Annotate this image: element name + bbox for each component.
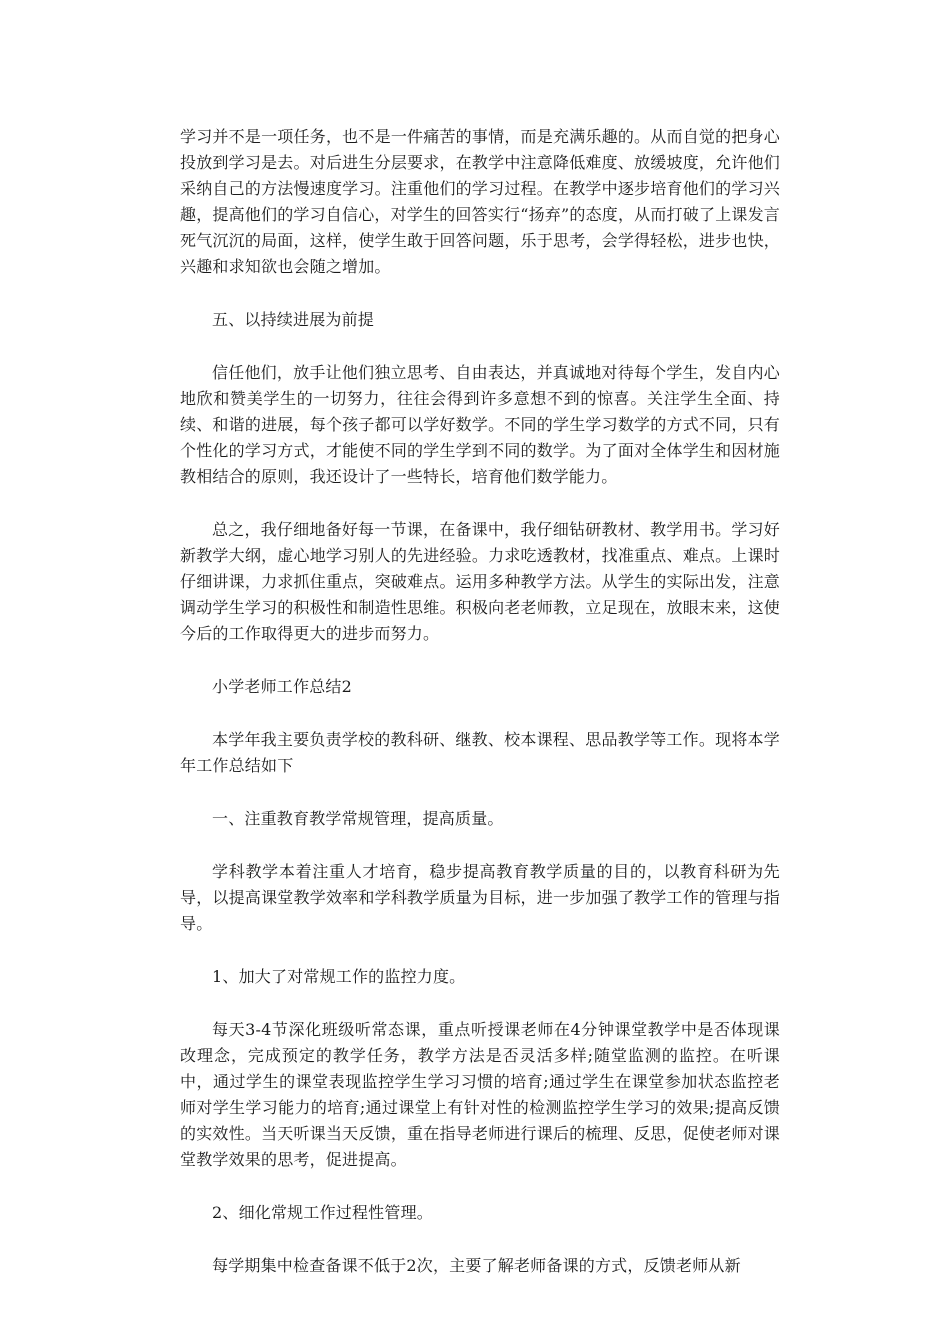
section-heading-five: 五、以持续进展为前提 (212, 310, 375, 329)
section-heading-one: 一、注重教育教学常规管理，提高质量。 (212, 809, 504, 828)
paragraph-daily-observation: 每天3-4节深化班级听常态课，重点听授课老师在4分钟课堂教学中是否体现课改理念，完成预定的教学任务，教学方法是否灵活多样;随堂监测的监控。在听课中，通过学生的课堂表现监控学生学习习惯的培育;通过学生在课堂参加状态监控老师对学生学习能力的培育;通过课堂上有针对性的检测监控学生学习的效果;提高反馈的实效性。当天听课当天反馈，重在指导老师进行课后的梳理、反思，促使老师对课堂教学效果的思考，促进提高。 (180, 1020, 780, 1169)
paragraph-summary: 总之，我仔细地备好每一节课，在备课中，我仔细钻研教材、教学用书。学习好新教学大纲，虚心地学习别人的先进经验。力求吃透教材，找准重点、难点。上课时仔细讲课，力求抓住重点，突破难点。运用多种教学方法。从学生的实际出发，注意调动学生学习的积极性和制造性思维。积极向老老师教，立足现在，放眼末来，这使今后的工作取得更大的进步而努力。 (180, 520, 780, 643)
subsection-heading-1: 1、加大了对常规工作的监控力度。 (212, 967, 466, 986)
document-subtitle: 小学老师工作总结2 (212, 677, 352, 696)
paragraph-lesson-check: 每学期集中检查备课不低于2次，主要了解老师备课的方式，反馈老师从新 (212, 1256, 741, 1275)
paragraph-learning-attitude: 学习并不是一项任务，也不是一件痛苦的事情，而是充满乐趣的。从而自觉的把身心投放到学习是去。对后进生分层要求，在教学中注意降低难度、放缓坡度，允许他们采纳自己的方法慢速度学习。注重他们的学习过程。在教学中逐步培育他们的学习兴趣，提高他们的学习自信心，对学生的回答实行“扬弃”的态度，从而打破了上课发言死气沉沉的局面，这样，使学生敢于回答问题，乐于思考，会学得轻松，进步也快，兴趣和求知欲也会随之增加。 (180, 127, 780, 276)
document-page (180, 124, 780, 1306)
paragraph-teaching-goal: 学科教学本着注重人才培育，稳步提高教育教学质量的目的，以教育科研为先导，以提高课堂教学效率和学科教学质量为目标，进一步加强了教学工作的管理与指导。 (180, 862, 780, 933)
paragraph-intro: 本学年我主要负责学校的教科研、继教、校本课程、思品教学等工作。现将本学年工作总结如下 (180, 730, 780, 775)
paragraph-trust-students: 信任他们，放手让他们独立思考、自由表达，并真诚地对待每个学生，发自内心地欣和赞美学生的一切努力，往往会得到许多意想不到的惊喜。关注学生全面、持续、和谐的进展，每个孩子都可以学好数学。不同的学生学习数学的方式不同，只有个性化的学习方式，才能使不同的学生学到不同的数学。为了面对全体学生和因材施教相结合的原则，我还设计了一些特长，培育他们数学能力。 (180, 363, 780, 486)
subsection-heading-2: 2、细化常规工作过程性管理。 (212, 1203, 433, 1222)
